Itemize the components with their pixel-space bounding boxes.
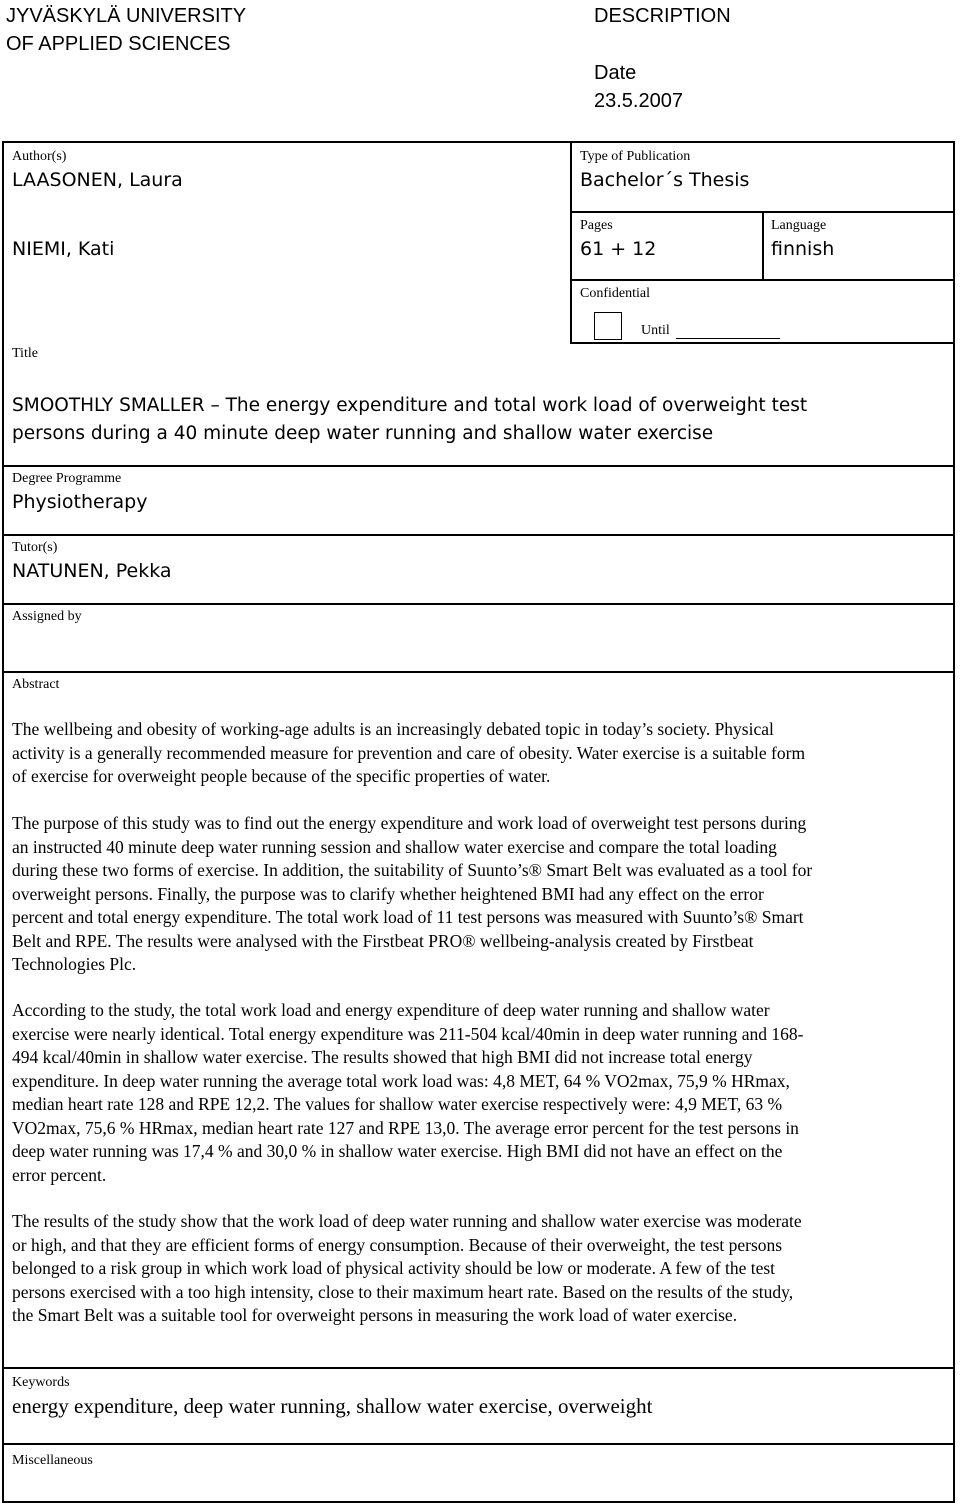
abstract-line: the Smart Belt was a suitable tool for overweight persons in measuring the work load of water exercise.	[12, 1305, 738, 1325]
thesis-title-line2: persons during a 40 minute deep water running and shallow water exercise	[12, 423, 714, 444]
miscellaneous-label: Miscellaneous	[12, 1453, 93, 1468]
abstract-line: overweight persons. Finally, the purpose was to clarify whether heightened BMI had any effect on the error	[12, 883, 764, 904]
author-name-2: NIEMI, Kati	[12, 238, 115, 260]
publication-type-value: Bachelor´s Thesis	[580, 169, 750, 191]
abstract-line: The purpose of this study was to find out the energy expenditure and work load of overweight test persons during	[12, 813, 807, 833]
abstract-line: of exercise for overweight people because of the specific properties of water.	[12, 766, 551, 786]
assigned-by-label: Assigned by	[12, 609, 82, 624]
tutor-value: NATUNEN, Pekka	[12, 560, 172, 582]
institution-name-line2: OF APPLIED SCIENCES	[6, 33, 231, 55]
abstract-paragraph-1	[12, 718, 947, 789]
abstract-line: 494 kcal/40min in shallow water exercise. The results showed that high BMI did not increase total energy	[12, 1047, 753, 1067]
abstract-line: Belt and RPE. The results were analysed with the Firstbeat PRO® wellbeing-analysis created by Firstbeat	[12, 930, 754, 951]
pages-value: 61 + 12	[580, 238, 657, 260]
author-name-1: LAASONEN, Laura	[12, 169, 183, 191]
abstract-label: Abstract	[12, 677, 60, 692]
degree-programme-label: Degree Programme	[12, 471, 122, 486]
until-label: Until	[641, 323, 670, 338]
abstract-line: expenditure. In deep water running the average total work load was: 4,8 MET, 64 % VO2max, 75,9 % HRmax,	[12, 1070, 790, 1091]
abstract-line: activity is a generally recommended measure for prevention and care of obesity. Water exercise is a suitable form	[12, 742, 806, 763]
abstract-line: VO2max, 75,6 % HRmax, median heart rate 127 and RPE 13,0. The average error percent for the test persons in	[12, 1117, 799, 1138]
abstract-line: an instructed 40 minute deep water running session and shallow water exercise and compare the total loading	[12, 836, 777, 857]
document-type: DESCRIPTION	[594, 5, 731, 27]
authors-label: Author(s)	[12, 149, 67, 164]
keywords-label: Keywords	[12, 1375, 70, 1390]
degree-programme-value: Physiotherapy	[12, 491, 148, 513]
abstract-line: The results of the study show that the work load of deep water running and shallow water exercise was moderate	[12, 1211, 802, 1231]
abstract-line: error percent.	[12, 1164, 107, 1185]
abstract-line: exercise were nearly identical. Total energy expenditure was 211-504 kcal/40min in deep water running and 168-	[12, 1023, 804, 1044]
abstract-line: percent and total energy expenditure. The total work load of 11 test persons was measured with Suunto’s® Smart	[12, 907, 804, 927]
confidential-label: Confidential	[580, 286, 650, 301]
abstract-line: Technologies Plc.	[12, 954, 137, 974]
abstract-paragraph-4	[12, 1210, 947, 1328]
until-date-line	[676, 338, 780, 339]
abstract-paragraph-3	[12, 999, 947, 1187]
abstract-line: According to the study, the total work load and energy expenditure of deep water running and shallow water	[12, 1000, 770, 1020]
thesis-title-line1: SMOOTHLY SMALLER – The energy expenditure and total work load of overweight test	[12, 395, 808, 416]
abstract-line: or high, and that they are efficient forms of energy consumption. Because of their overweight, the test persons	[12, 1234, 783, 1255]
pages-label: Pages	[580, 218, 613, 233]
abstract-line: during these two forms of exercise. In addition, the suitability of Suunto’s® Smart Belt was evaluated as a tool for	[12, 860, 813, 880]
publication-type-label: Type of Publication	[580, 149, 691, 164]
confidential-checkbox[interactable]	[594, 312, 622, 340]
institution-name-line1: JYVÄSKYLÄ UNIVERSITY	[6, 5, 247, 27]
abstract-line: persons exercised with a too high intensity, close to their maximum heart rate. Based on the results of the study,	[12, 1281, 794, 1302]
language-value: finnish	[771, 238, 835, 260]
keywords-value: energy expenditure, deep water running, shallow water exercise, overweight	[12, 1394, 653, 1418]
date-value: 23.5.2007	[594, 90, 683, 112]
date-label: Date	[594, 62, 637, 84]
abstract-paragraph-2	[12, 812, 947, 977]
abstract-line: The wellbeing and obesity of working-age adults is an increasingly debated topic in today’s society. Physical	[12, 719, 774, 739]
abstract-line: belonged to a risk group in which work load of physical activity should be low or moderate. A few of the test	[12, 1258, 776, 1278]
language-label: Language	[771, 218, 827, 233]
abstract-line: deep water running was 17,4 % and 30,0 % in shallow water exercise. High BMI did not have an effect on the	[12, 1141, 783, 1161]
tutor-label: Tutor(s)	[12, 540, 58, 555]
abstract-line: median heart rate 128 and RPE 12,2. The values for shallow water exercise respectively were: 4,9 MET, 63 %	[12, 1094, 783, 1114]
title-label: Title	[12, 346, 38, 361]
